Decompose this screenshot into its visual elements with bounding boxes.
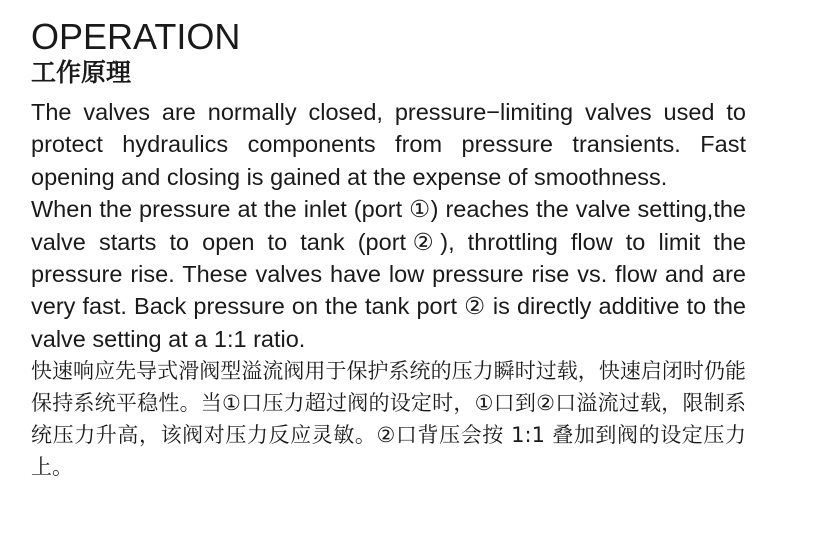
section-subtitle: 工作原理 <box>31 58 132 87</box>
section-title: OPERATION <box>31 16 241 57</box>
paragraph-chinese: 快速响应先导式滑阀型溢流阀用于保护系统的压力瞬时过载，快速启闭时仍能保持系统平稳性。当①口压力超过阀的设定时，①口到②口溢流过载，限制系统压力升高，该阀对压力反应灵敏。②口背压会按 1:1 叠加到阀的设定压力上。 <box>31 359 746 480</box>
paragraph-operation: When the pressure at the inlet (port ①) reaches the valve setting,the valve starts to open to tank (port②), throttling flow to limit the pressure rise. These valves have low pressure rise vs. flow and are very fast. Back pressure on the tank port ② is directly additive to the valve setting at a 1:1 ratio. <box>31 196 746 352</box>
operation-section <box>31 16 746 483</box>
paragraph-intro: The valves are normally closed, pressure−limiting valves used to protect hydraulics components from pressure transients. Fast opening and closing is gained at the expense of smoothness. <box>31 99 746 190</box>
